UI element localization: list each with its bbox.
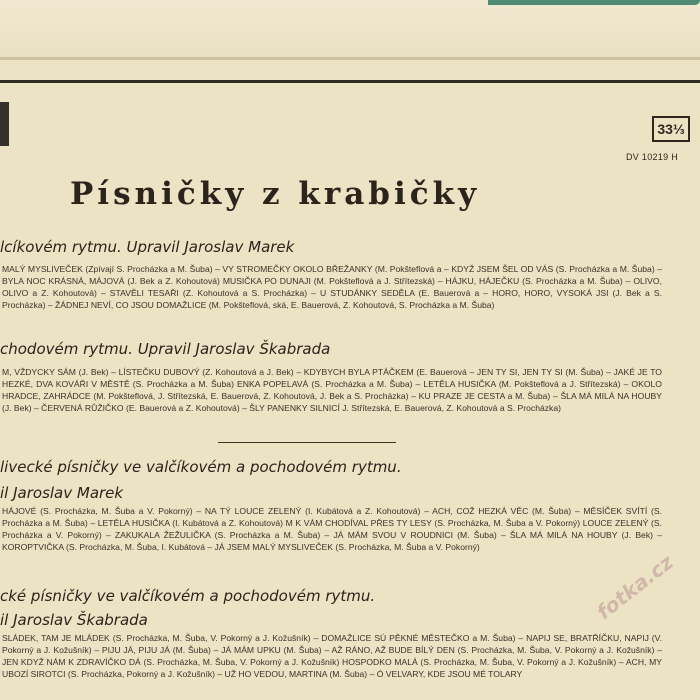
- label-logo-fragment: [0, 102, 9, 146]
- watermark: fotka.cz: [592, 549, 678, 625]
- section-3-heading: livecké písničky ve valčíkovém a pochodovém rytmu.: [0, 458, 402, 476]
- section-1-heading: lcíkovém rytmu. Upravil Jaroslav Marek: [0, 238, 295, 256]
- section-4-heading: cké písničky ve valčíkovém a pochodovém rytmu.: [0, 587, 376, 605]
- section-3-track-list: HÁJOVÉ (S. Procházka, M. Šuba a V. Pokorný) – NA TÝ LOUCE ZELENÝ (I. Kubátová a Z. Kohoutová) – ACH, COŽ HEZKÁ VĚC (M. Šuba) – MĚSÍČEK SVÍTÍ (S. Procházka a M. Šuba) – LETĚLA HUSIČKA (I. Kubátová a Z. Kohoutová) M K VÁM CHODÍVAL PŘES TY LESY (S. Procházka, M. Šuba a V. Pokorný) LOUCE ZELENÝ (S. Procházka a V. Pokorný) – ZAKUKALA ŽEŽULIČKA (S. Procházka a M. Šuba) – JÁ MÁM SVOU V ROUDNICI (M. Šuba) – ŠLA MÁ MILÁ NA HOUBY (J. Bek) – KOROPTVIČKA (S. Procházka, M. Šuba, I. Kubátová – JÁ JSEM MALÝ MYSLIVEČEK (S. Procházka, M. Šuba a V. Pokorný): [2, 506, 662, 552]
- section-divider: [218, 442, 396, 443]
- section-2-track-list: M, VŽDYCKY SÁM (J. Bek) – LÍSTEČKU DUBOVÝ (Z. Kohoutová a J. Bek) – KDYBYCH BYLA PTÁČKEM (E. Bauerová – JEN TY SI, JEN TY SI (M. Šuba) – JAKÉ JE TO HEZKÉ, DVA KOVÁŘI V MĚSTĚ (S. Procházka a M. Šuba) ENKA POPELAVÁ (S. Procházka a M. Šuba) – LETĚLA HUSIČKA (M. Pokšteflová a J. Střítezská) – OKOLO HRADCE, ZAHRÁDCE (M. Pokšteflová, J. Střítezská, E. Bauerová, Z. Kohoutová, J. Bek a S. Procházka) – KU PRAZE JE CESTA a M. Šuba) – ŠLA MÁ MILÁ NA HOUBY (J. Bek) – ČERVENÁ RŮŽIČKO (E. Bauerová a Z. Kohoutová) – ŠLY PANENKY SILNICÍ J. Střítezská, E. Bauerová, Z. Kohoutová a S. Procházka): [2, 367, 662, 413]
- section-3-arranger: il Jaroslav Marek: [0, 484, 124, 502]
- sleeve-fold-line: [0, 57, 700, 60]
- album-title: Písničky z krabičky: [70, 176, 481, 212]
- section-2-heading: chodovém rytmu. Upravil Jaroslav Škabrada: [0, 340, 331, 358]
- header-rule: [0, 80, 700, 83]
- section-4-arranger: il Jaroslav Škabrada: [0, 611, 148, 629]
- rpm-speed-badge: 33⅓: [652, 116, 690, 142]
- section-4-track-list: SLÁDEK, TAM JE MLÁDEK (S. Procházka, M. Šuba, V. Pokorný a J. Kožušník) – DOMAŽLICE SÚ PĚKNÉ MĚSTEČKO a M. Šuba) – NAPIJ SE, BRATŘÍČKU, NAPIJ (V. Pokorný a J. Kožušník) – PIJU JÁ, PIJU JÁ (M. Šuba) – JÁ MÁM UPKU (M. Šuba) – AŽ RÁNO, AŽ BUDE BÍLÝ DEN (S. Procházka, M. Šuba, V. Pokorný a J. Kožušník) – JEN KDYŽ NÁM K ZDRAVÍČKO DÁ (S. Procházka, M. Šuba, V. Pokorný a J. Kožušník) HOSPODKO MALÁ (S. Procházka, M. Šuba, V. Pokorný a J. Kožušník) – ACH, MY UBOZÍ SIROTCI (S. Procházka, Pokorný a J. Kožušník) – UŽ HO VEDOU, MARTINA (M. Šuba) – Ó VELVARY, KDE JSOU MÉ TOLARY: [2, 633, 662, 679]
- sleeve-top-strip: [0, 0, 700, 58]
- catalog-number: DV 10219 H: [626, 152, 679, 162]
- section-1-track-list: MALÝ MYSLIVEČEK (Zpívají S. Procházka a M. Šuba) – VY STROMEČKY OKOLO BŘEŽANKY (M. Pokšteflová a – KDYŽ JSEM ŠEL OD VÁS (S. Procházka a M. Šuba) – BYLA NOC KRÁSNÁ, MÁJOVÁ (J. Bek a Z. Kohoutová) MUSIČKA PO DUNAJI (M. Pokšteflová a J. Střítezská) – HÁJKU, HÁJEČKU (S. Procházka a M. Šuba) – OLIVO, OLIVO a Z. Kohoutová) – STAVĚLI TESAŘI (Z. Kohoutová a S. Procházka) – U STUDÁNKY SEDĚLA (E. Bauerová a – HORO, HORO, VYSOKÁ JSI (J. Bek a S. Procházka) – ŽÁDNEJ NEVÍ, CO JSOU DOMAŽLICE (M. Pokšteflová, ská, E. Bauerová, Z. Kohoutová, S. Procházka a M. Šuba): [2, 264, 662, 310]
- record-edge-green: [488, 0, 700, 5]
